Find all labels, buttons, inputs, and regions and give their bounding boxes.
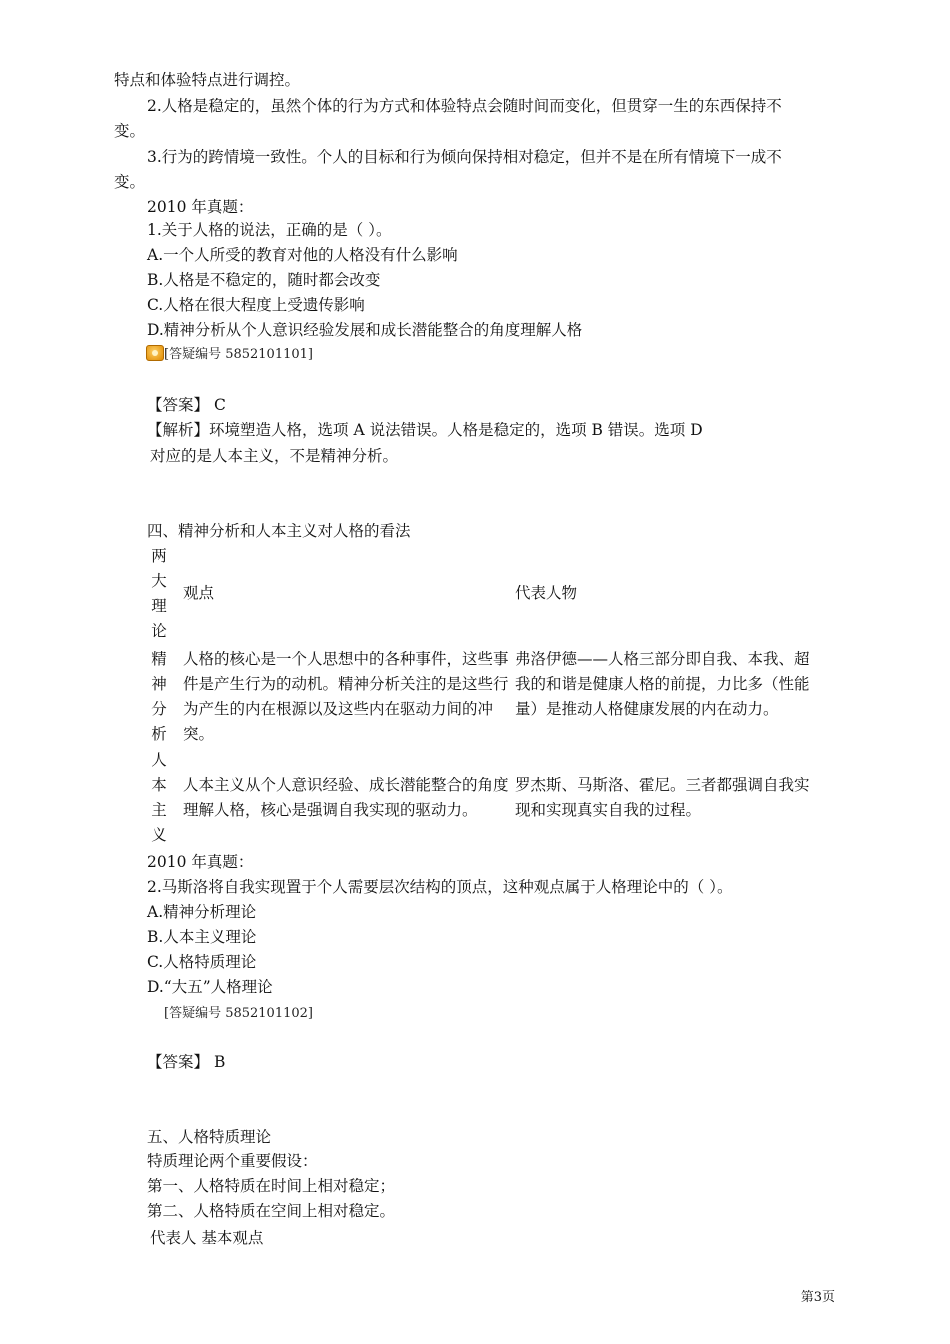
answer-label: 【答案】 [147, 396, 210, 414]
vertical-char: 义 [151, 826, 167, 844]
vertical-char: 神 [151, 675, 167, 693]
vertical-char: 精 [151, 650, 167, 668]
point-2-cont: 变。 [114, 122, 146, 140]
vertical-char: 主 [151, 801, 167, 819]
q1-analysis-cont: 对应的是人本主义，不是精神分析。 [150, 447, 399, 465]
answer-value: C [213, 396, 226, 414]
question-icon[interactable] [146, 345, 164, 361]
analysis-label: 【解析】 [147, 421, 210, 439]
answer-label: 【答案】 [147, 1053, 210, 1071]
q2-ref[interactable]: [答疑编号 5852101102] [164, 1006, 313, 1021]
point-2: 2.人格是稳定的，虽然个体的行为方式和体验特点会随时间而变化，但贯穿一生的东西保持不 [147, 97, 782, 115]
q1-heading: 2010 年真题： [147, 198, 254, 216]
row-view-psychoanalysis: 人格的核心是一个人思想中的各种事件，这些事件是产生行为的动机。精神分析关注的是这些行为产生的内在根源以及这些内在驱动力间的冲突。 [183, 650, 509, 743]
section5-intro: 特质理论两个重要假设： [147, 1152, 318, 1170]
vertical-char: 大 [151, 572, 167, 590]
point-3: 3.行为的跨情境一致性。个人的目标和行为倾向保持相对稳定，但并不是在所有情境下一成不 [147, 148, 782, 166]
q1-option-b: B.人格是不稳定的，随时都会改变 [147, 271, 381, 289]
row-theory-psychoanalysis [150, 647, 168, 747]
section4-title: 四、精神分析和人本主义对人格的看法 [147, 522, 411, 540]
q2-option-d: D.“大五”人格理论 [147, 978, 273, 996]
row-view-humanism: 人本主义从个人意识经验、成长潜能整合的角度理解人格，核心是强调自我实现的驱动力。 [183, 776, 509, 819]
q1-option-c: C.人格在很大程度上受遗传影响 [147, 296, 365, 314]
header-view: 观点 [183, 584, 215, 602]
vertical-char: 理 [151, 597, 167, 615]
q1-stem: 1.关于人格的说法，正确的是（ ）。 [147, 221, 392, 239]
analysis-text: 环境塑造人格，选项 A 说法错误。人格是稳定的，选项 B 错误。选项 D [209, 421, 703, 439]
vertical-char: 两 [151, 547, 167, 565]
vertical-char: 析 [151, 725, 167, 743]
vertical-char: 论 [151, 622, 167, 640]
q1-option-a: A.一个人所受的教育对他的人格没有什么影响 [147, 246, 458, 264]
q1-answer [147, 395, 226, 415]
section5-first: 第一、人格特质在时间上相对稳定； [147, 1177, 396, 1195]
q2-option-a: A.精神分析理论 [147, 903, 257, 921]
vertical-char: 人 [151, 751, 167, 769]
vertical-char: 本 [151, 776, 167, 794]
section5-table-header: 代表人 基本观点 [150, 1229, 264, 1247]
point-3-cont: 变。 [114, 173, 146, 191]
q2-answer [147, 1052, 225, 1072]
q1-option-d: D.精神分析从个人意识经验发展和成长潜能整合的角度理解人格 [147, 321, 583, 339]
q1-ref[interactable]: [答疑编号 5852101101] [164, 347, 313, 362]
q1-analysis [147, 420, 703, 440]
page-number: 第3页 [800, 1290, 835, 1305]
row-people-humanism: 罗杰斯、马斯洛、霍尼。三者都强调自我实现和实现真实自我的过程。 [515, 776, 810, 819]
vertical-char: 分 [151, 700, 167, 718]
q2-stem: 2.马斯洛将自我实现置于个人需要层次结构的顶点，这种观点属于人格理论中的（ ）。 [147, 878, 733, 896]
header-theory [150, 544, 168, 644]
row-theory-humanism [150, 748, 168, 848]
row-people-psychoanalysis: 弗洛伊德——人格三部分即自我、本我、超我的和谐是健康人格的前提，力比多（性能量）是推动人格健康发展的内在动力。 [515, 650, 810, 718]
q2-option-b: B.人本主义理论 [147, 928, 257, 946]
q2-heading: 2010 年真题： [147, 853, 254, 871]
header-people: 代表人物 [515, 584, 578, 602]
section5-second: 第二、人格特质在空间上相对稳定。 [147, 1202, 396, 1220]
q2-option-c: C.人格特质理论 [147, 953, 257, 971]
section5-title: 五、人格特质理论 [147, 1128, 272, 1146]
answer-value: B [213, 1053, 226, 1071]
intro-line: 特点和体验特点进行调控。 [114, 71, 301, 89]
